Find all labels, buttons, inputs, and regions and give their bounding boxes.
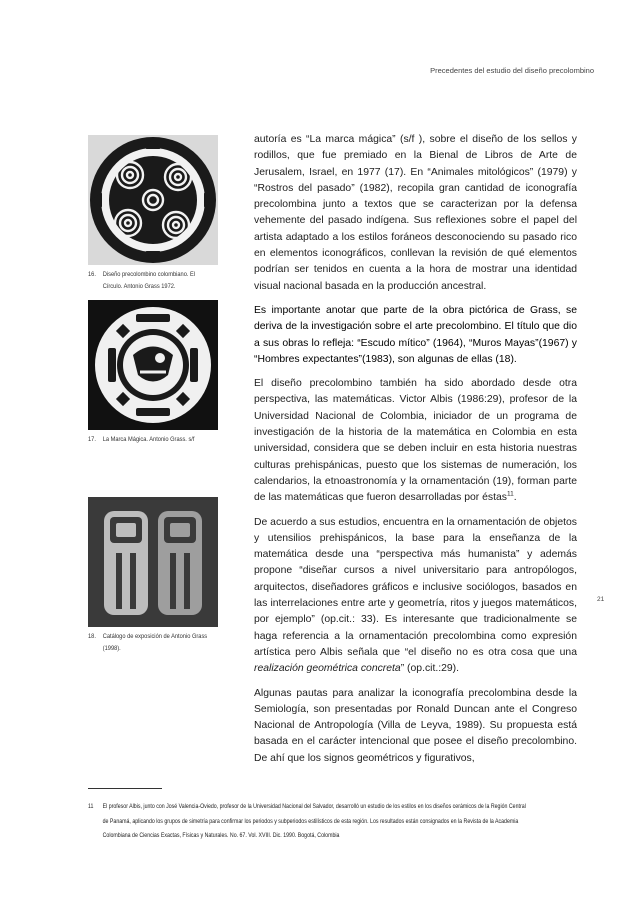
figure-16 [88, 135, 218, 293]
magic-mark-seal-icon [88, 300, 218, 430]
figure-16-caption: 16. Diseño precolombino colombiano. El Círculo. Antonio Grass 1972. [88, 271, 196, 290]
footnote-ref-11: 11 [506, 490, 514, 498]
figure-16-image [88, 135, 218, 265]
spiral-circle-icon [88, 135, 218, 265]
catalog-figures-icon [88, 497, 218, 627]
body-column [254, 132, 577, 775]
paragraph-4: De acuerdo a sus estudios, encuentra en la ornamentación de objetos y utensilios prehispánicos, la base para la enseñanza de la matemática desde una “perspectiva más humanista” y además propone “diseñar cursos a nivel universitario para antropólogos, arquitectos, diseñadores gráficos e inclusive sociólogos, basados en las interrelaciones entre arte y geometría, ritos y juegos matemáticos, por ejemplo” (op.cit.: 33). Es interesante que tradicionalmente se haga referencia a la ornamentación precolombina como expresión artística pero Albis señala que “el diseño no es otra cosa que una realización geométrica concreta” (op.cit.:29). [254, 516, 577, 675]
figure-17-image [88, 300, 218, 430]
page-number: 21 [597, 596, 605, 603]
paragraph-1: autoría es “La marca mágica” (s/f ), sobre el diseño de los sellos y rodillos, que fue premiado en la Bienal de Libros de Arte de Jerusalem, Israel, en 1977 (17). En “Animales mitológicos” (1979) y “Rostros del pasado” (1982), recopila gran cantidad de iconografía precolombina junto a textos que se caracterizan por la defensa vehemente del pasado indígena. Sus reflexiones sobre el papel del artista adaptado a los estilos foráneos desconociendo su pasado rico en elementos iconográficos, conllevan la revisión de qué elementos podrían ser tenidos en cuenta a la hora de mostrar una identidad visual nacional basada en la producción ancestral. [254, 134, 577, 292]
figure-18-caption: 18. Catálogo de exposición de Antonio Grass (1998). [88, 633, 208, 652]
footnote-divider [88, 788, 162, 789]
paragraph-5: Algunas pautas para analizar la iconografía precolombina desde la Semiología, son presentadas por Ronald Duncan ante el Congreso Nacional de Antropología (Villa de Leyva, 1989). Su propuesta está basada en el carácter intencional que posee el diseño precolombino. De ahí que los signos geométricos y figurativos, [254, 687, 577, 764]
figure-17-caption: 17. La Marca Mágica. Antonio Grass. s/f [88, 436, 195, 443]
running-header: Precedentes del estudio del diseño precolombino [430, 66, 594, 75]
paragraph-3: El diseño precolombino también ha sido abordado desde otra perspectiva, las matemáticas. Victor Albis (1986:29), profesor de la Universidad Nacional de Colombia, iniciador de un programa de investigación de la historia de la matemática en Colombia en esta universidad, considera que se deben incluir en esta historia nuestras culturas prehispánicas, puesto que los sistemas de numeración, los calendarios, la etnoastronomía y la ornamentación (19), forman parte de las matemáticas que fueron desarrolladas por éstas$^{11}$. [254, 378, 577, 504]
footnote: 11 El profesor Albis, junto con José Valencia-Oviedo, profesor de la Universidad Nacional del Salvador, desarrolló un estudio de los estilos en los diseños cerámicos de la Región Central de Panamá, aplicando los grupos de simetría para confirmar los periodos y subperiodos estilísticos de esta región. Los resultados están consignados en la Revista de la Academia Colombiana de Ciencias Exactas, Físicas y Naturales. No. 67. Vol. XVIII. Dic. 1990. Bogotá, Colombia [88, 803, 526, 839]
paragraph-2: Es importante anotar que parte de la obra pictórica de Grass, se deriva de la investigación sobre el arte precolombino. El título que dio a sus obras lo refleja: “Escudo mítico” (1964), “Muros Mayas”(1967) y “Hombres expectantes”(1983), son algunas de ellas (18). [254, 304, 577, 365]
figure-18 [88, 497, 218, 655]
figure-17 [88, 300, 218, 446]
figure-18-image [88, 497, 218, 627]
